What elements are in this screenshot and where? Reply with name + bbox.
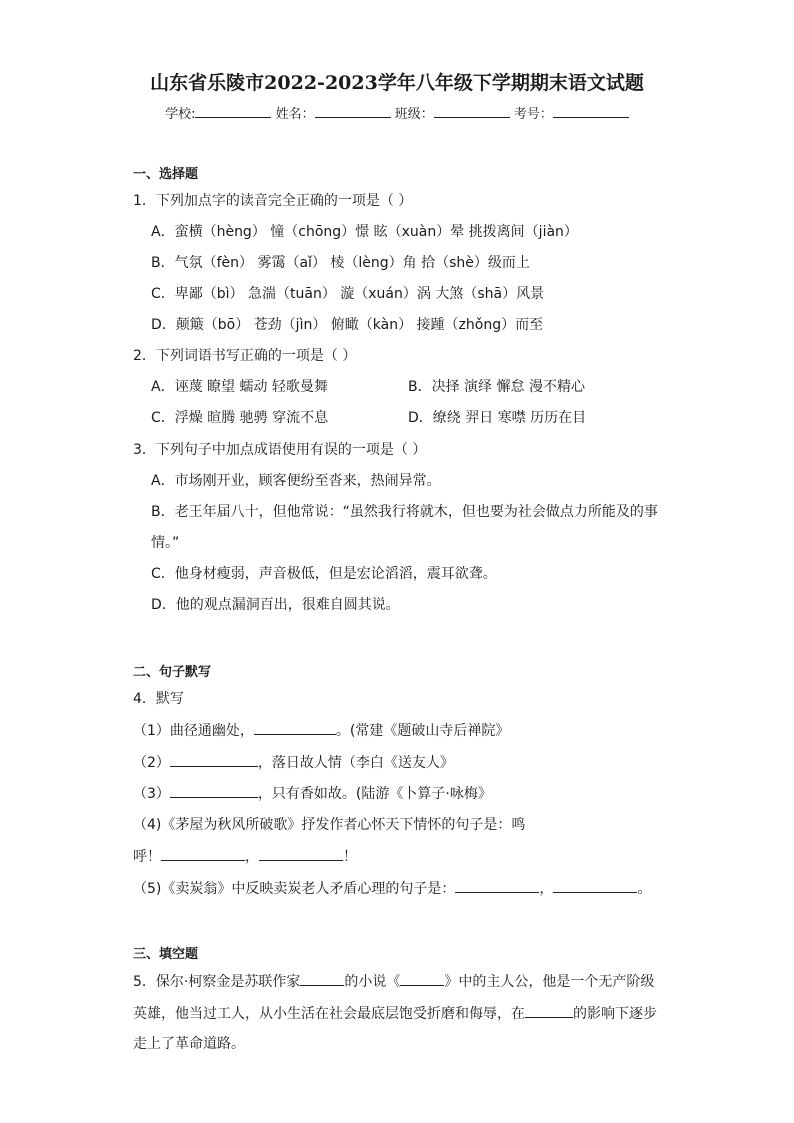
part-5-suffix: 。	[637, 881, 652, 897]
question-4-stem: 4．默写	[133, 691, 184, 707]
q5-text-c: 》中的主人公，他是一个无产阶级	[444, 974, 655, 990]
name-blank[interactable]	[315, 105, 391, 118]
question-3-option-c[interactable]: C．他身材瘦弱，声音极低，但是宏论滔滔，震耳欲聋。	[151, 566, 497, 582]
part-2-blank[interactable]	[170, 752, 258, 767]
part-5-comma: ，	[539, 881, 554, 897]
number-blank[interactable]	[553, 105, 629, 118]
question-2-option-a[interactable]: A．诬蔑 瞭望 蠕动 轻歌曼舞	[151, 379, 328, 395]
part-4-comma: ，	[245, 849, 259, 865]
school-label: 学校:	[165, 107, 196, 122]
question-2-stem: 2．下列词语书写正确的一项是（ ）	[133, 348, 357, 364]
q5-text-e: 的影响下逐步	[573, 1006, 657, 1022]
q5-text-d: 英雄，他当过工人，从小生活在社会最底层饱受折磨和侮辱，在	[133, 1006, 525, 1022]
q5-blank-novel[interactable]	[400, 971, 444, 986]
part-1-prefix: （1）曲径通幽处，	[133, 723, 254, 739]
q5-blank-influence[interactable]	[525, 1003, 573, 1018]
exam-title: 山东省乐陵市2022-2023学年八年级下学期期末语文试题	[150, 72, 644, 94]
part-3-prefix: （3）	[133, 786, 170, 802]
question-2-option-d[interactable]: D．缭绕 羿日 寒噤 历历在目	[408, 410, 587, 426]
name-label: 姓名：	[275, 107, 315, 122]
part-5-prefix: （5)《卖炭翁》中反映卖炭老人矛盾心理的句子是：	[133, 881, 456, 897]
part-3-suffix: ，只有香如故。(陆游《卜算子·咏梅》	[257, 786, 492, 802]
section-heading-recitation: 二、句子默写	[133, 665, 212, 680]
part-5-blank-2[interactable]	[553, 878, 637, 893]
q5-text-a: 5．保尔·柯察金是苏联作家	[133, 974, 301, 990]
class-blank[interactable]	[434, 105, 510, 118]
question-1-stem: 1．下列加点字的读音完全正确的一项是（ ）	[133, 193, 413, 209]
question-1-option-d[interactable]: D．颠簸（bō） 苍劲（jìn） 俯瞰（kàn） 接踵（zhǒng）而至	[151, 317, 544, 333]
q5-blank-author[interactable]	[300, 971, 344, 986]
part-2-suffix: ，落日故人情（李白《送友人》	[257, 755, 454, 771]
question-3-option-b[interactable]: B．老王年届八十，但他常说：“虽然我行将就木，但也要为社会做点力所能及的事	[151, 504, 658, 520]
q5-text-b: 的小说《	[344, 974, 401, 990]
question-1-option-a[interactable]: A．蛮横（hèng） 憧（chōng）憬 眩（xuàn）晕 挑拨离间（jiàn）	[151, 224, 578, 240]
part-4-blank-1[interactable]	[161, 846, 245, 861]
question-4-part-1	[133, 720, 509, 741]
number-label: 考号：	[513, 107, 553, 122]
part-4-suffix: ！	[343, 849, 357, 865]
part-2-prefix: （2）	[133, 755, 170, 771]
school-blank[interactable]	[195, 105, 271, 118]
question-3-option-a[interactable]: A．市场刚开业，顾客便纷至沓来，热闹异常。	[151, 473, 441, 489]
question-4-part-2	[133, 752, 454, 773]
class-label: 班级：	[394, 107, 434, 122]
question-2-option-c[interactable]: C．浮燥 暄腾 驰骋 穿流不息	[151, 410, 329, 426]
section-heading-choice: 一、选择题	[133, 167, 199, 182]
question-4-part-3	[133, 783, 492, 804]
question-2-option-b[interactable]: B．决择 演绎 懈怠 漫不精心	[408, 379, 585, 395]
part-4-prefix: 呼！	[133, 849, 161, 865]
question-1-option-b[interactable]: B．气氛（fèn） 雾霭（aǐ） 棱（lèng）角 拾（shè）级而上	[151, 255, 530, 271]
question-3-option-b-cont: 情。”	[151, 535, 180, 551]
question-5-line-2	[133, 1003, 657, 1024]
question-1-option-c[interactable]: C．卑鄙（bì） 急湍（tuān） 漩（xuán）涡 大煞（shā）风景	[151, 286, 545, 302]
question-4-part-4-line1: （4)《茅屋为秋风所破歌》抒发作者心怀天下情怀的句子是：鸣	[133, 817, 526, 833]
part-1-blank[interactable]	[254, 720, 336, 735]
question-4-part-4-line2	[133, 846, 357, 867]
part-4-blank-2[interactable]	[259, 846, 343, 861]
question-3-stem: 3．下列句子中加点成语使用有误的一项是（ ）	[133, 442, 427, 458]
part-1-suffix: 。(常建《题破山寺后禅院》	[335, 723, 510, 739]
part-3-blank[interactable]	[170, 783, 258, 798]
student-info-line	[0, 103, 794, 122]
question-5-line-3: 走上了革命道路。	[133, 1036, 245, 1052]
question-3-option-d[interactable]: D．他的观点漏洞百出，很难自圆其说。	[151, 597, 400, 613]
part-5-blank-1[interactable]	[455, 878, 539, 893]
question-5-line-1	[133, 971, 654, 992]
section-heading-fill: 三、填空题	[133, 947, 199, 962]
question-4-part-5	[133, 878, 651, 899]
